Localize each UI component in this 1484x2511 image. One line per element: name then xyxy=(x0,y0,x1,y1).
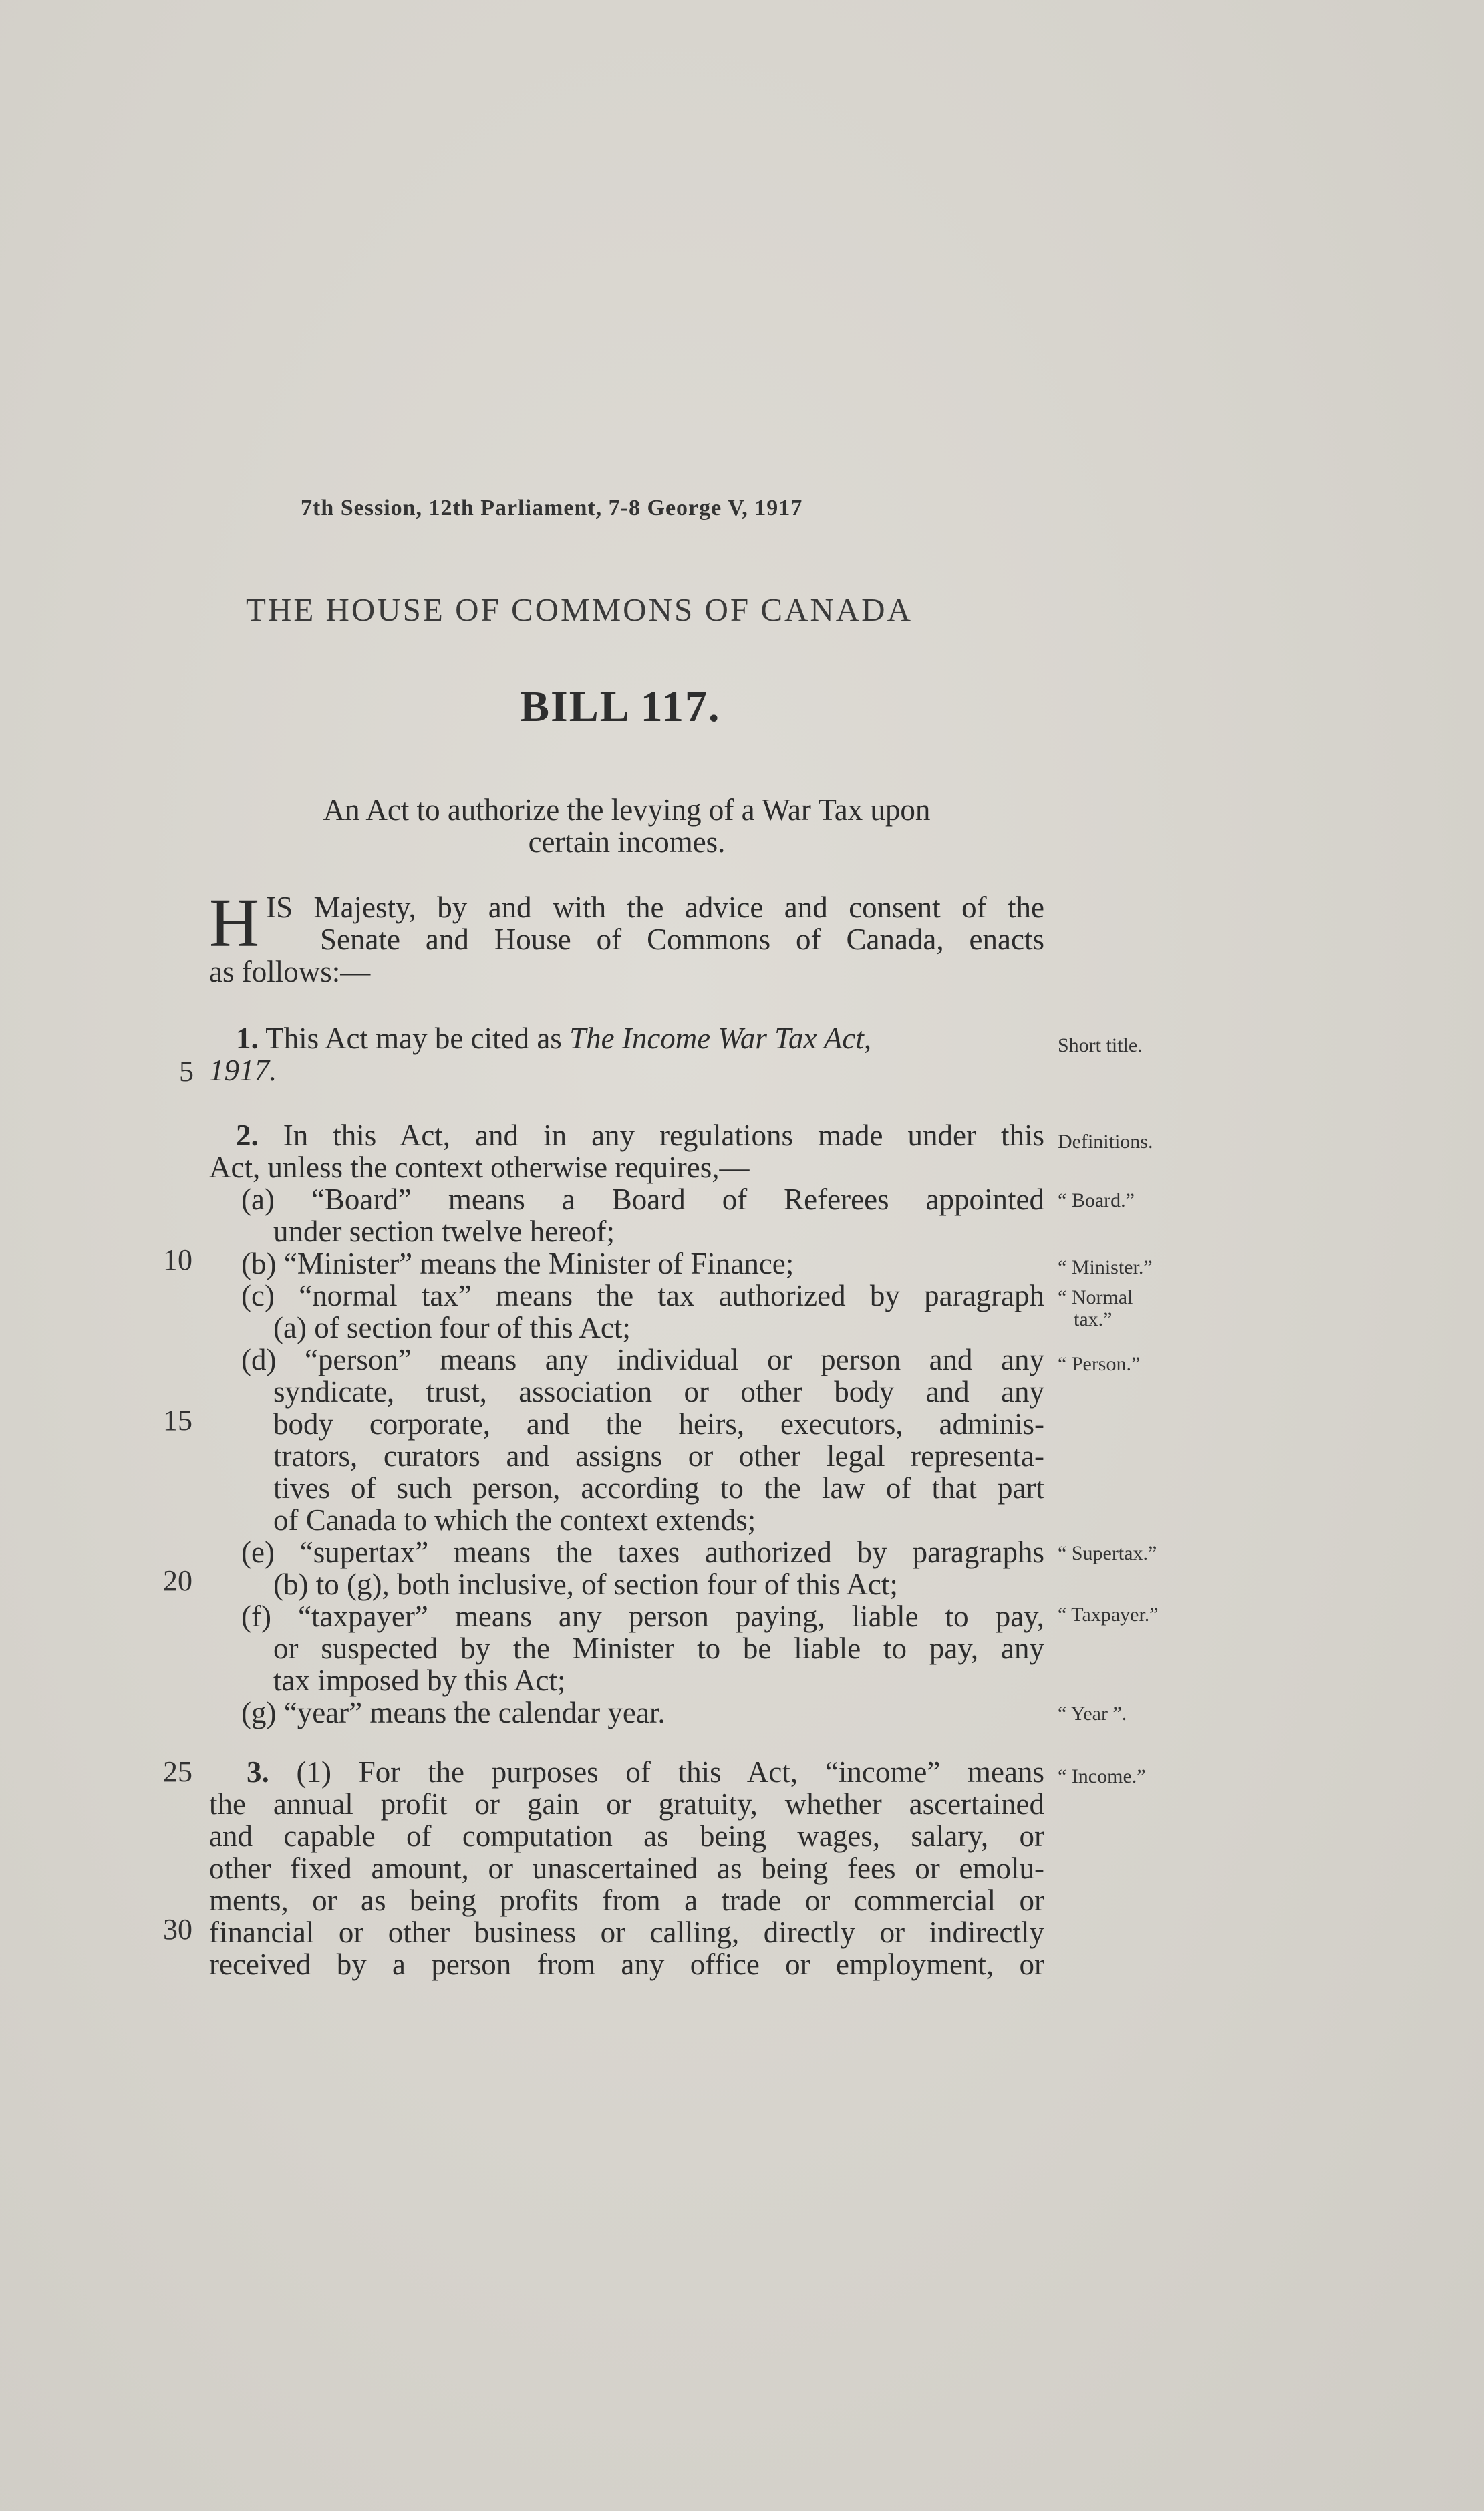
definition-line: body corporate, and the heirs, executors, adminis- xyxy=(273,1407,1044,1441)
line-number: 30 xyxy=(163,1913,192,1946)
act-title xyxy=(209,794,1044,858)
margin-note-normal-tax: “ Normal xyxy=(1058,1286,1133,1308)
margin-note-short-title: Short title. xyxy=(1058,1034,1143,1056)
line-number: 5 xyxy=(179,1055,194,1088)
section-3 xyxy=(209,1756,1044,1980)
margin-note-person: “ Person.” xyxy=(1058,1353,1141,1375)
section-3-line: ments, or as being profits from a trade or commercial or xyxy=(209,1884,1044,1917)
section-3-line: received by a person from any office or employment, or xyxy=(209,1948,1044,1981)
definition-line: tives of such person, according to the law of that part xyxy=(273,1471,1044,1505)
section-3-line: 3. (1) For the purposes of this Act, “income” means xyxy=(247,1755,1045,1789)
section-2-line: Act, unless the context otherwise requires,— xyxy=(209,1151,750,1184)
margin-note-year: “ Year ”. xyxy=(1058,1703,1127,1725)
section-1-line: 1. This Act may be cited as The Income War Tax Act, xyxy=(236,1022,872,1055)
definition-line: tax imposed by this Act; xyxy=(273,1664,566,1697)
definition-line: trators, curators and assigns or other legal representa- xyxy=(273,1439,1044,1473)
margin-note-taxpayer: “ Taxpayer.” xyxy=(1058,1604,1159,1626)
definition-line: (f) “taxpayer” means any person paying, liable to pay, xyxy=(241,1600,1044,1633)
margin-note-minister: “ Minister.” xyxy=(1058,1256,1153,1278)
line-number: 20 xyxy=(163,1564,192,1597)
section-3-line: other fixed amount, or unascertained as being fees or emolu- xyxy=(209,1852,1044,1885)
margin-note-supertax: “ Supertax.” xyxy=(1058,1542,1157,1564)
section-3-line: the annual profit or gain or gratuity, whether ascertained xyxy=(209,1787,1044,1821)
bill-number: BILL 117. xyxy=(520,682,721,731)
section-number: 2. xyxy=(236,1119,259,1152)
definition-line: (b) to (g), both inclusive, of section four of this Act; xyxy=(273,1568,898,1601)
definition-line: (a) “Board” means a Board of Referees appointed xyxy=(241,1183,1044,1216)
definition-line: (a) of section four of this Act; xyxy=(273,1311,631,1344)
section-2-line: 2. In this Act, and in any regulations made under this xyxy=(236,1119,1045,1152)
preamble xyxy=(209,885,1044,988)
section-1 xyxy=(209,1022,1044,1086)
preamble-line: IS Majesty, by and with the advice and consent of the xyxy=(266,891,1044,924)
session-line: 7th Session, 12th Parliament, 7-8 George V, 1917 xyxy=(301,496,803,521)
act-title-line: An Act to authorize the levying of a War Tax upon xyxy=(323,793,931,827)
section-2 xyxy=(209,1119,1044,1729)
definition-line: (c) “normal tax” means the tax authorized by paragraph xyxy=(241,1279,1044,1312)
act-title-line: certain incomes. xyxy=(528,825,726,859)
section-1-line: 1917. xyxy=(209,1054,277,1087)
definition-line: of Canada to which the context extends; xyxy=(273,1503,756,1537)
line-number: 25 xyxy=(163,1755,192,1788)
margin-note-normal-tax: tax.” xyxy=(1074,1308,1112,1330)
house-heading: THE HOUSE OF COMMONS OF CANADA xyxy=(246,591,913,628)
section-3-line: financial or other business or calling, directly or indirectly xyxy=(209,1916,1044,1949)
definition-line: (g) “year” means the calendar year. xyxy=(241,1696,665,1729)
definition-line: (e) “supertax” means the taxes authorized by paragraphs xyxy=(241,1535,1044,1569)
margin-note-board: “ Board.” xyxy=(1058,1189,1135,1211)
definition-line: or suspected by the Minister to be liable to pay, any xyxy=(273,1632,1044,1665)
line-number: 15 xyxy=(163,1404,192,1437)
line-number: 10 xyxy=(163,1243,192,1276)
section-number: 1. xyxy=(236,1022,259,1055)
definition-line: (b) “Minister” means the Minister of Finance; xyxy=(241,1247,794,1280)
act-short-title: The Income War Tax Act, xyxy=(569,1022,872,1055)
preamble-line: as follows:— xyxy=(209,955,371,988)
preamble-line: Senate and House of Commons of Canada, enacts xyxy=(320,923,1044,956)
definition-line: (d) “person” means any individual or person and any xyxy=(241,1343,1044,1376)
definition-line: syndicate, trust, association or other body and any xyxy=(273,1375,1044,1409)
definition-line: under section twelve hereof; xyxy=(273,1215,615,1248)
margin-note-income: “ Income.” xyxy=(1058,1765,1146,1787)
section-3-line: and capable of computation as being wages, salary, or xyxy=(209,1819,1044,1853)
section-number: 3. xyxy=(247,1755,269,1789)
dropcap-letter: H xyxy=(209,885,260,962)
margin-note-definitions: Definitions. xyxy=(1058,1131,1153,1153)
